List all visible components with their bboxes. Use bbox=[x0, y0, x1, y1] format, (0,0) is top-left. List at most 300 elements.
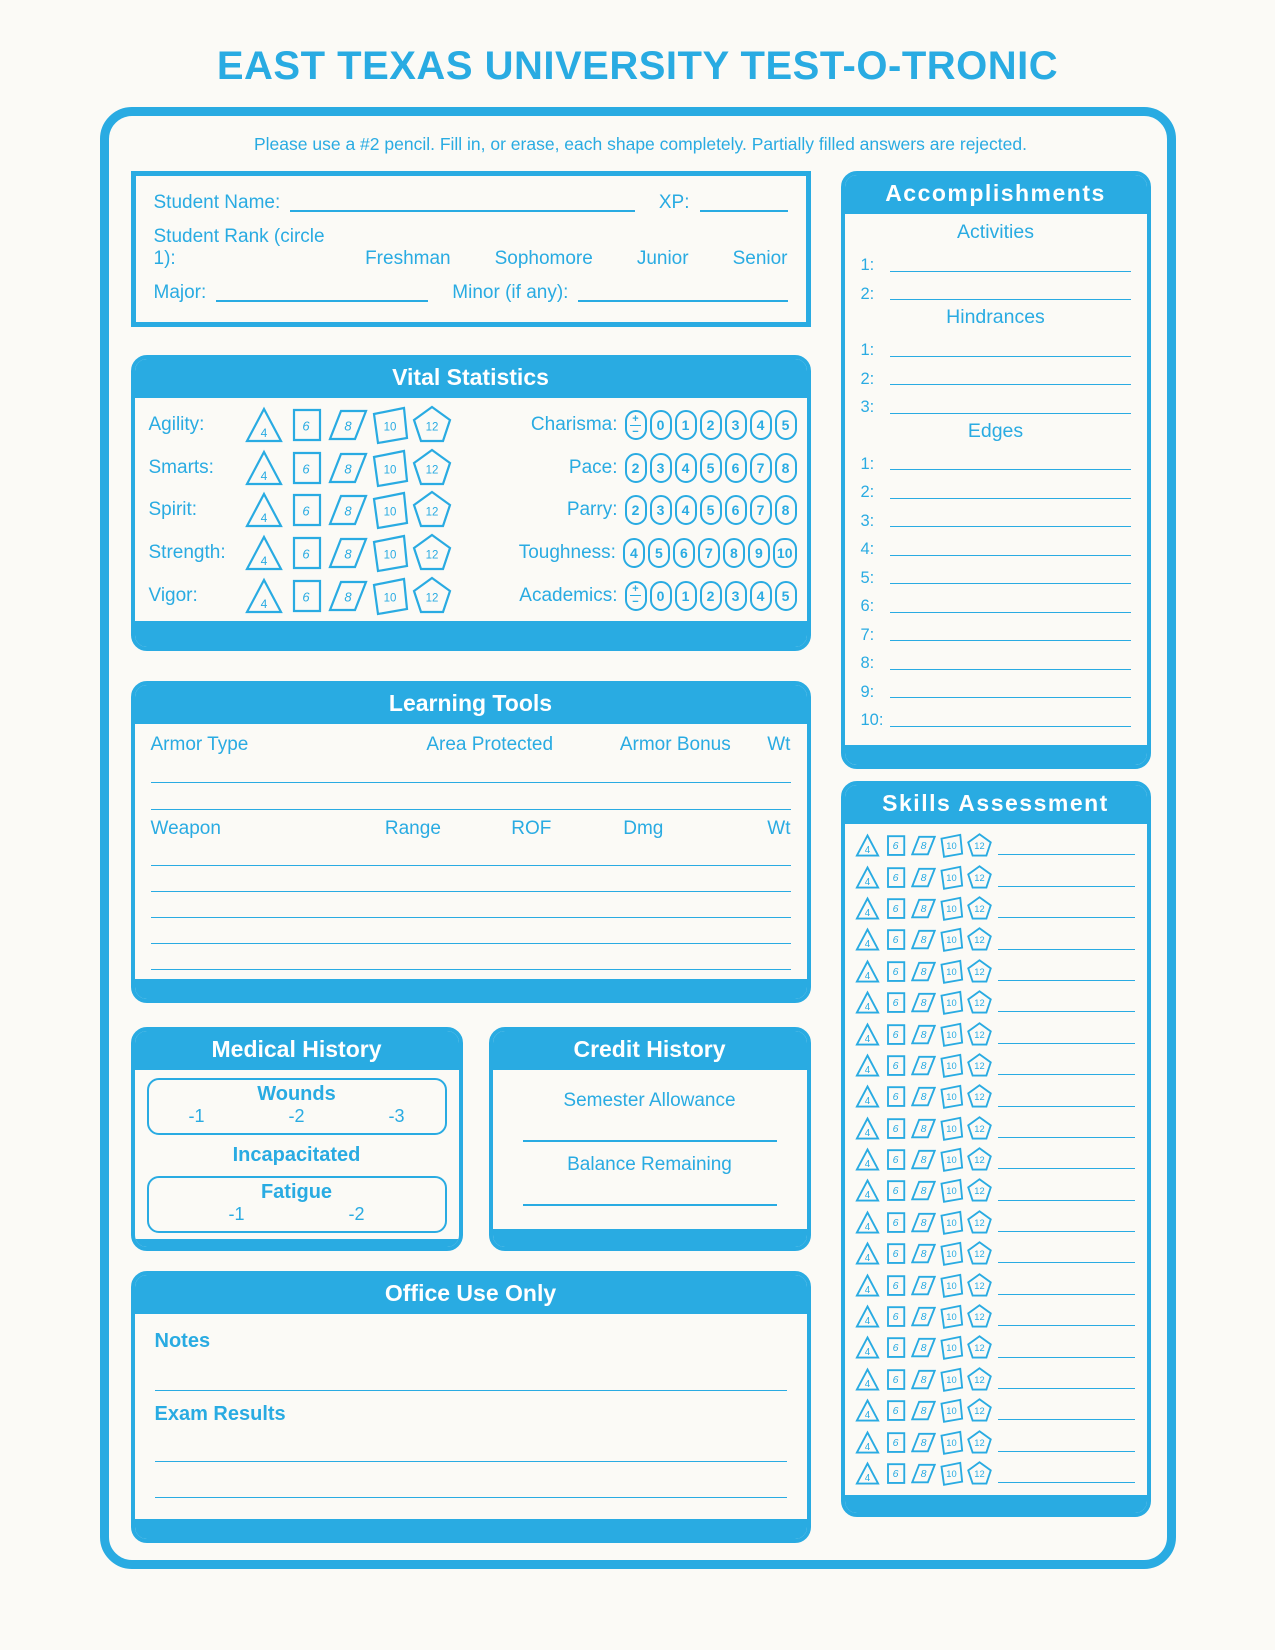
dice-row bbox=[855, 927, 992, 952]
d10-bubble[interactable] bbox=[939, 927, 964, 952]
d12-bubble[interactable] bbox=[967, 896, 992, 921]
svg-text:12: 12 bbox=[973, 1123, 985, 1134]
d10-bubble[interactable] bbox=[939, 1461, 964, 1486]
stat-row bbox=[479, 538, 797, 568]
d12-bubble[interactable] bbox=[967, 927, 992, 952]
d8-bubble[interactable] bbox=[911, 1273, 936, 1298]
d6-bubble[interactable] bbox=[286, 576, 326, 616]
plus-minus-bubble[interactable] bbox=[625, 410, 647, 440]
d8-bubble[interactable] bbox=[911, 927, 936, 952]
d4-bubble[interactable] bbox=[855, 1053, 880, 1078]
dice-row bbox=[244, 533, 452, 573]
svg-text:6: 6 bbox=[301, 418, 310, 434]
stat-bubble-8[interactable]: 8 bbox=[723, 538, 745, 568]
stat-bubble-3[interactable]: 3 bbox=[725, 410, 747, 440]
svg-text:12: 12 bbox=[973, 1311, 985, 1322]
d4-bubble[interactable] bbox=[855, 1430, 880, 1455]
svg-text:4: 4 bbox=[864, 1347, 870, 1359]
d4-bubble[interactable] bbox=[855, 1210, 880, 1235]
rank-options bbox=[349, 248, 787, 270]
d4-bubble[interactable] bbox=[855, 990, 880, 1015]
numbered-line bbox=[861, 673, 1131, 702]
d6-bubble[interactable] bbox=[883, 865, 908, 890]
stat-bubble-7[interactable]: 7 bbox=[698, 538, 720, 568]
d8-bubble[interactable] bbox=[911, 990, 936, 1015]
d8-bubble[interactable] bbox=[911, 1053, 936, 1078]
svg-text:10: 10 bbox=[945, 1249, 957, 1260]
wound-level--3[interactable]: -3 bbox=[388, 1106, 405, 1126]
stat-bubble-3[interactable]: 3 bbox=[725, 581, 747, 611]
edges-line-2[interactable] bbox=[890, 498, 1131, 499]
fatigue-level--2[interactable]: -2 bbox=[348, 1204, 365, 1224]
rank-option-freshman[interactable]: Freshman bbox=[365, 248, 451, 269]
svg-text:8: 8 bbox=[920, 1216, 926, 1229]
d8-bubble[interactable] bbox=[911, 1022, 936, 1047]
svg-text:10: 10 bbox=[945, 935, 957, 946]
d4-bubble[interactable] bbox=[855, 1116, 880, 1141]
d6-bubble[interactable] bbox=[883, 1022, 908, 1047]
attribute-label: Agility: bbox=[148, 414, 205, 436]
d10-bubble[interactable] bbox=[370, 405, 410, 445]
d4-bubble[interactable] bbox=[855, 865, 880, 890]
skills-assessment-body bbox=[845, 824, 1147, 1495]
d12-bubble[interactable] bbox=[412, 490, 452, 530]
d4-bubble[interactable] bbox=[855, 1367, 880, 1392]
d6-bubble[interactable] bbox=[883, 1335, 908, 1360]
d10-bubble[interactable] bbox=[939, 990, 964, 1015]
d10-bubble[interactable] bbox=[939, 1022, 964, 1047]
d10-bubble[interactable] bbox=[939, 1273, 964, 1298]
stat-bubble-4[interactable]: 4 bbox=[675, 453, 697, 483]
xp-line[interactable] bbox=[700, 210, 788, 212]
stat-bubble-2[interactable]: 2 bbox=[625, 495, 647, 525]
d6-bubble[interactable] bbox=[883, 959, 908, 984]
d10-bubble[interactable] bbox=[939, 1335, 964, 1360]
skill-name-line[interactable] bbox=[998, 1200, 1135, 1201]
svg-text:4: 4 bbox=[864, 1253, 870, 1265]
stat-bubble-5[interactable]: 5 bbox=[648, 538, 670, 568]
d8-bubble[interactable] bbox=[328, 576, 368, 616]
d6-bubble[interactable] bbox=[883, 927, 908, 952]
svg-text:12: 12 bbox=[425, 464, 438, 477]
line-number: 3: bbox=[860, 398, 875, 417]
stat-bubble-5[interactable]: 5 bbox=[700, 453, 722, 483]
d4-bubble[interactable] bbox=[855, 1022, 880, 1047]
activities-title: Activities bbox=[957, 221, 1034, 243]
weapon-line[interactable] bbox=[151, 840, 791, 866]
d12-bubble[interactable] bbox=[967, 1022, 992, 1047]
skill-name-line[interactable] bbox=[998, 1168, 1135, 1169]
d10-bubble[interactable] bbox=[939, 959, 964, 984]
svg-text:12: 12 bbox=[973, 1249, 985, 1260]
d10-bubble[interactable] bbox=[939, 1398, 964, 1423]
d4-bubble[interactable] bbox=[244, 490, 284, 530]
skill-name-line[interactable] bbox=[998, 1325, 1135, 1326]
panel-footer-bar bbox=[135, 979, 807, 999]
skill-name-line[interactable] bbox=[998, 917, 1135, 918]
d6-bubble[interactable] bbox=[883, 1430, 908, 1455]
d4-bubble[interactable] bbox=[244, 448, 284, 488]
d10-bubble[interactable] bbox=[939, 1241, 964, 1266]
notes-line[interactable] bbox=[155, 1353, 787, 1391]
d12-bubble[interactable] bbox=[967, 1178, 992, 1203]
d8-bubble[interactable] bbox=[911, 959, 936, 984]
stat-bubble-8[interactable]: 8 bbox=[775, 453, 797, 483]
medical-history-panel bbox=[131, 1027, 463, 1251]
stat-bubble-1[interactable]: 1 bbox=[675, 581, 697, 611]
skill-name-line[interactable] bbox=[998, 1262, 1135, 1263]
numbered-line bbox=[861, 644, 1131, 673]
d6-bubble[interactable] bbox=[883, 1367, 908, 1392]
d4-bubble[interactable] bbox=[244, 533, 284, 573]
d10-bubble[interactable] bbox=[939, 1116, 964, 1141]
armor-line[interactable] bbox=[151, 756, 791, 783]
dice-row bbox=[855, 896, 992, 921]
activities-line-2[interactable] bbox=[890, 299, 1131, 300]
skill-name-line[interactable] bbox=[998, 1294, 1135, 1295]
d6-bubble[interactable] bbox=[286, 405, 326, 445]
d12-bubble[interactable] bbox=[967, 1461, 992, 1486]
d8-bubble[interactable] bbox=[911, 1116, 936, 1141]
vital-statistics-header: Vital Statistics bbox=[135, 359, 807, 398]
line-number: 1: bbox=[860, 341, 875, 360]
svg-text:10: 10 bbox=[945, 1060, 957, 1071]
d12-bubble[interactable] bbox=[412, 405, 452, 445]
d12-bubble[interactable] bbox=[967, 1116, 992, 1141]
svg-text:4: 4 bbox=[864, 1096, 870, 1108]
d10-bubble[interactable] bbox=[939, 1210, 964, 1235]
d4-bubble[interactable] bbox=[855, 1461, 880, 1486]
d12-bubble[interactable] bbox=[967, 990, 992, 1015]
d4-bubble[interactable] bbox=[244, 405, 284, 445]
skill-row bbox=[855, 1238, 1135, 1269]
stat-bubble-7[interactable]: 7 bbox=[750, 495, 772, 525]
d6-bubble[interactable] bbox=[883, 1147, 908, 1172]
d4-bubble[interactable] bbox=[855, 1304, 880, 1329]
d12-bubble[interactable] bbox=[967, 959, 992, 984]
skill-name-line[interactable] bbox=[998, 886, 1135, 887]
d12-bubble[interactable] bbox=[412, 576, 452, 616]
d10-bubble[interactable] bbox=[939, 1178, 964, 1203]
notes-label: Notes bbox=[154, 1330, 211, 1352]
credit-field-line[interactable] bbox=[523, 1112, 777, 1142]
exam-results-line[interactable] bbox=[155, 1462, 787, 1498]
d12-bubble[interactable] bbox=[412, 533, 452, 573]
d10-bubble[interactable] bbox=[939, 1304, 964, 1329]
line-number: 1: bbox=[860, 256, 875, 275]
dice-row bbox=[855, 1053, 992, 1078]
d10-bubble[interactable] bbox=[370, 533, 410, 573]
d8-bubble[interactable] bbox=[328, 490, 368, 530]
d10-bubble[interactable] bbox=[939, 1367, 964, 1392]
plus-minus-bubble[interactable] bbox=[625, 581, 647, 611]
d8-bubble[interactable] bbox=[911, 1147, 936, 1172]
skill-name-line[interactable] bbox=[998, 980, 1135, 981]
edges-line-10[interactable] bbox=[890, 726, 1130, 727]
d8-bubble[interactable] bbox=[911, 1241, 936, 1266]
armor-line[interactable] bbox=[151, 783, 791, 810]
d8-bubble[interactable] bbox=[911, 865, 936, 890]
skill-name-line[interactable] bbox=[998, 1419, 1135, 1420]
d8-bubble[interactable] bbox=[328, 405, 368, 445]
stat-bubble-5[interactable]: 5 bbox=[700, 495, 722, 525]
svg-text:12: 12 bbox=[973, 998, 985, 1009]
d12-bubble[interactable] bbox=[967, 1335, 992, 1360]
d4-bubble[interactable] bbox=[855, 1084, 880, 1109]
edges-line-9[interactable] bbox=[890, 697, 1131, 698]
svg-text:12: 12 bbox=[425, 506, 438, 519]
stat-bubble-2[interactable]: 2 bbox=[625, 453, 647, 483]
svg-text:8: 8 bbox=[343, 589, 352, 605]
stat-bubble-4[interactable]: 4 bbox=[750, 581, 772, 611]
weapon-line[interactable] bbox=[151, 944, 791, 970]
stat-bubble-9[interactable]: 9 bbox=[748, 538, 770, 568]
skill-name-line[interactable] bbox=[998, 1451, 1135, 1452]
skill-name-line[interactable] bbox=[998, 1482, 1135, 1483]
weapon-line[interactable] bbox=[151, 866, 791, 892]
d10-bubble[interactable] bbox=[370, 576, 410, 616]
stat-bubble-4[interactable]: 4 bbox=[675, 495, 697, 525]
line-number: 1: bbox=[860, 454, 875, 473]
svg-text:8: 8 bbox=[920, 1373, 926, 1386]
skill-name-line[interactable] bbox=[998, 1137, 1135, 1138]
fatigue-level--1[interactable]: -1 bbox=[228, 1204, 245, 1224]
weapon-line[interactable] bbox=[151, 918, 791, 944]
fatigue-values bbox=[149, 1204, 445, 1225]
stat-bubble-10[interactable]: 10 bbox=[773, 538, 797, 568]
stat-bubble-3[interactable]: 3 bbox=[650, 453, 672, 483]
d4-bubble[interactable] bbox=[855, 1273, 880, 1298]
d10-bubble[interactable] bbox=[939, 865, 964, 890]
rank-option-junior[interactable]: Junior bbox=[636, 248, 689, 269]
d4-bubble[interactable] bbox=[855, 833, 880, 858]
d10-bubble[interactable] bbox=[939, 1084, 964, 1109]
student-name-line[interactable] bbox=[290, 210, 635, 212]
d10-bubble[interactable] bbox=[370, 490, 410, 530]
d10-bubble[interactable] bbox=[939, 1053, 964, 1078]
stat-bubble-4[interactable]: 4 bbox=[623, 538, 645, 568]
d4-bubble[interactable] bbox=[855, 896, 880, 921]
d8-bubble[interactable] bbox=[911, 1084, 936, 1109]
svg-text:8: 8 bbox=[920, 1467, 926, 1480]
skill-name-line[interactable] bbox=[998, 1388, 1135, 1389]
hindrances-line-3[interactable] bbox=[890, 413, 1131, 414]
attribute-row bbox=[149, 490, 479, 530]
svg-text:6: 6 bbox=[892, 965, 898, 978]
d6-bubble[interactable] bbox=[883, 990, 908, 1015]
d6-bubble[interactable] bbox=[883, 1461, 908, 1486]
credit-field-line[interactable] bbox=[523, 1176, 777, 1206]
d4-bubble[interactable] bbox=[855, 959, 880, 984]
d6-bubble[interactable] bbox=[883, 1210, 908, 1235]
attribute-row bbox=[149, 533, 479, 573]
accomplishments-panel bbox=[841, 171, 1151, 769]
edges-line-6[interactable] bbox=[890, 612, 1131, 613]
exam-results-line[interactable] bbox=[155, 1426, 787, 1462]
svg-text:10: 10 bbox=[945, 1468, 957, 1479]
skill-row bbox=[855, 1050, 1135, 1081]
d4-bubble[interactable] bbox=[855, 1178, 880, 1203]
skill-name-line[interactable] bbox=[998, 1106, 1135, 1107]
svg-text:4: 4 bbox=[260, 426, 267, 441]
d8-bubble[interactable] bbox=[911, 1210, 936, 1235]
stat-bubble-0[interactable]: 0 bbox=[650, 410, 672, 440]
hindrances-line-2[interactable] bbox=[890, 384, 1131, 385]
d8-bubble[interactable] bbox=[911, 1430, 936, 1455]
d8-bubble[interactable] bbox=[911, 1461, 936, 1486]
d4-bubble[interactable] bbox=[855, 1241, 880, 1266]
d12-bubble[interactable] bbox=[967, 1084, 992, 1109]
d10-bubble[interactable] bbox=[939, 1430, 964, 1455]
d8-bubble[interactable] bbox=[911, 1335, 936, 1360]
svg-text:12: 12 bbox=[973, 1217, 985, 1228]
skill-row bbox=[855, 1081, 1135, 1112]
svg-text:6: 6 bbox=[892, 871, 898, 884]
d4-bubble[interactable] bbox=[855, 1335, 880, 1360]
d12-bubble[interactable] bbox=[967, 1273, 992, 1298]
dice-row bbox=[855, 833, 992, 858]
d10-bubble[interactable] bbox=[939, 896, 964, 921]
d6-bubble[interactable] bbox=[883, 1178, 908, 1203]
rank-option-senior[interactable]: Senior bbox=[732, 248, 788, 269]
skill-name-line[interactable] bbox=[998, 1011, 1135, 1012]
stat-bubble-6[interactable]: 6 bbox=[725, 453, 747, 483]
d8-bubble[interactable] bbox=[911, 896, 936, 921]
d10-bubble[interactable] bbox=[939, 1147, 964, 1172]
d8-bubble[interactable] bbox=[328, 448, 368, 488]
svg-text:8: 8 bbox=[920, 1342, 926, 1355]
d12-bubble[interactable] bbox=[967, 1430, 992, 1455]
d12-bubble[interactable] bbox=[967, 865, 992, 890]
skill-name-line[interactable] bbox=[998, 1231, 1135, 1232]
stat-bubble-7[interactable]: 7 bbox=[750, 453, 772, 483]
armor-wt-header: Wt bbox=[767, 734, 791, 755]
stat-bubble-6[interactable]: 6 bbox=[673, 538, 695, 568]
dice-row bbox=[855, 865, 992, 890]
activities-line-1[interactable] bbox=[890, 271, 1131, 272]
skill-row bbox=[855, 956, 1135, 987]
panel-footer-bar bbox=[845, 745, 1147, 765]
d4-bubble[interactable] bbox=[855, 927, 880, 952]
student-rank-label: Student Rank (circle 1): bbox=[153, 226, 325, 269]
svg-text:10: 10 bbox=[945, 1186, 957, 1197]
d12-bubble[interactable] bbox=[412, 448, 452, 488]
stat-bubble-1[interactable]: 1 bbox=[675, 410, 697, 440]
armor-type-header: Armor Type bbox=[150, 734, 249, 755]
stat-bubble-0[interactable]: 0 bbox=[650, 581, 672, 611]
stat-bubble-3[interactable]: 3 bbox=[650, 495, 672, 525]
svg-text:10: 10 bbox=[945, 1311, 957, 1322]
d8-bubble[interactable] bbox=[328, 533, 368, 573]
stat-bubble-6[interactable]: 6 bbox=[725, 495, 747, 525]
skill-name-line[interactable] bbox=[998, 854, 1135, 855]
minor-line[interactable] bbox=[578, 300, 787, 302]
d6-bubble[interactable] bbox=[883, 1304, 908, 1329]
vital-statistics-panel bbox=[131, 355, 811, 651]
d8-bubble[interactable] bbox=[911, 833, 936, 858]
panel-footer-bar bbox=[493, 1229, 807, 1247]
credit-field-label: Balance Remaining bbox=[567, 1154, 732, 1175]
d12-bubble[interactable] bbox=[967, 1304, 992, 1329]
d6-bubble[interactable] bbox=[883, 1116, 908, 1141]
d4-bubble[interactable] bbox=[244, 576, 284, 616]
wound-level--1[interactable]: -1 bbox=[188, 1106, 205, 1126]
d6-bubble[interactable] bbox=[286, 448, 326, 488]
d8-bubble[interactable] bbox=[911, 1367, 936, 1392]
skills-assessment-panel bbox=[841, 781, 1151, 1517]
edges-line-4[interactable] bbox=[890, 555, 1131, 556]
d8-bubble[interactable] bbox=[911, 1398, 936, 1423]
stat-bubble-8[interactable]: 8 bbox=[775, 495, 797, 525]
d6-bubble[interactable] bbox=[883, 1398, 908, 1423]
hindrances-line-1[interactable] bbox=[890, 356, 1131, 357]
stat-bubble-5[interactable]: 5 bbox=[775, 410, 797, 440]
d6-bubble[interactable] bbox=[883, 896, 908, 921]
d8-bubble[interactable] bbox=[911, 1304, 936, 1329]
major-line[interactable] bbox=[216, 300, 428, 302]
d10-bubble[interactable] bbox=[370, 448, 410, 488]
svg-text:10: 10 bbox=[945, 1280, 957, 1291]
d6-bubble[interactable] bbox=[286, 490, 326, 530]
skill-name-line[interactable] bbox=[998, 949, 1135, 950]
d10-bubble[interactable] bbox=[939, 833, 964, 858]
d12-bubble[interactable] bbox=[967, 1241, 992, 1266]
skill-name-line[interactable] bbox=[998, 1074, 1135, 1075]
weapon-line[interactable] bbox=[151, 892, 791, 918]
d6-bubble[interactable] bbox=[883, 1084, 908, 1109]
d8-bubble[interactable] bbox=[911, 1178, 936, 1203]
skill-row bbox=[855, 1207, 1135, 1238]
stat-bubble-5[interactable]: 5 bbox=[775, 581, 797, 611]
svg-text:4: 4 bbox=[864, 1316, 870, 1328]
dice-row bbox=[855, 1273, 992, 1298]
d6-bubble[interactable] bbox=[286, 533, 326, 573]
d4-bubble[interactable] bbox=[855, 1398, 880, 1423]
line-number: 5: bbox=[860, 568, 875, 587]
d6-bubble[interactable] bbox=[883, 1241, 908, 1266]
d12-bubble[interactable] bbox=[967, 1147, 992, 1172]
wound-level--2[interactable]: -2 bbox=[288, 1106, 305, 1126]
edges-line-3[interactable] bbox=[890, 526, 1131, 527]
d6-bubble[interactable] bbox=[883, 833, 908, 858]
skill-name-line[interactable] bbox=[998, 1357, 1135, 1358]
d12-bubble[interactable] bbox=[967, 1398, 992, 1423]
svg-text:8: 8 bbox=[343, 418, 352, 434]
d6-bubble[interactable] bbox=[883, 1053, 908, 1078]
skill-row bbox=[855, 1332, 1135, 1363]
d12-bubble[interactable] bbox=[967, 1210, 992, 1235]
skill-name-line[interactable] bbox=[998, 1043, 1135, 1044]
d12-bubble[interactable] bbox=[967, 833, 992, 858]
d12-bubble[interactable] bbox=[967, 1053, 992, 1078]
stat-bubble-4[interactable]: 4 bbox=[750, 410, 772, 440]
stat-bubble-2[interactable]: 2 bbox=[700, 581, 722, 611]
edges-line-7[interactable] bbox=[890, 640, 1131, 641]
stat-bubbles bbox=[625, 410, 797, 440]
svg-text:10: 10 bbox=[945, 1217, 957, 1228]
rank-option-sophomore[interactable]: Sophomore bbox=[494, 248, 593, 269]
d12-bubble[interactable] bbox=[967, 1367, 992, 1392]
d6-bubble[interactable] bbox=[883, 1273, 908, 1298]
stat-bubble-2[interactable]: 2 bbox=[700, 410, 722, 440]
edges-line-8[interactable] bbox=[890, 669, 1131, 670]
d4-bubble[interactable] bbox=[855, 1147, 880, 1172]
edges-line-1[interactable] bbox=[890, 469, 1131, 470]
edges-line-5[interactable] bbox=[890, 583, 1131, 584]
svg-text:4: 4 bbox=[864, 1441, 870, 1453]
dice-row bbox=[244, 405, 452, 445]
dice-row bbox=[855, 1178, 992, 1203]
